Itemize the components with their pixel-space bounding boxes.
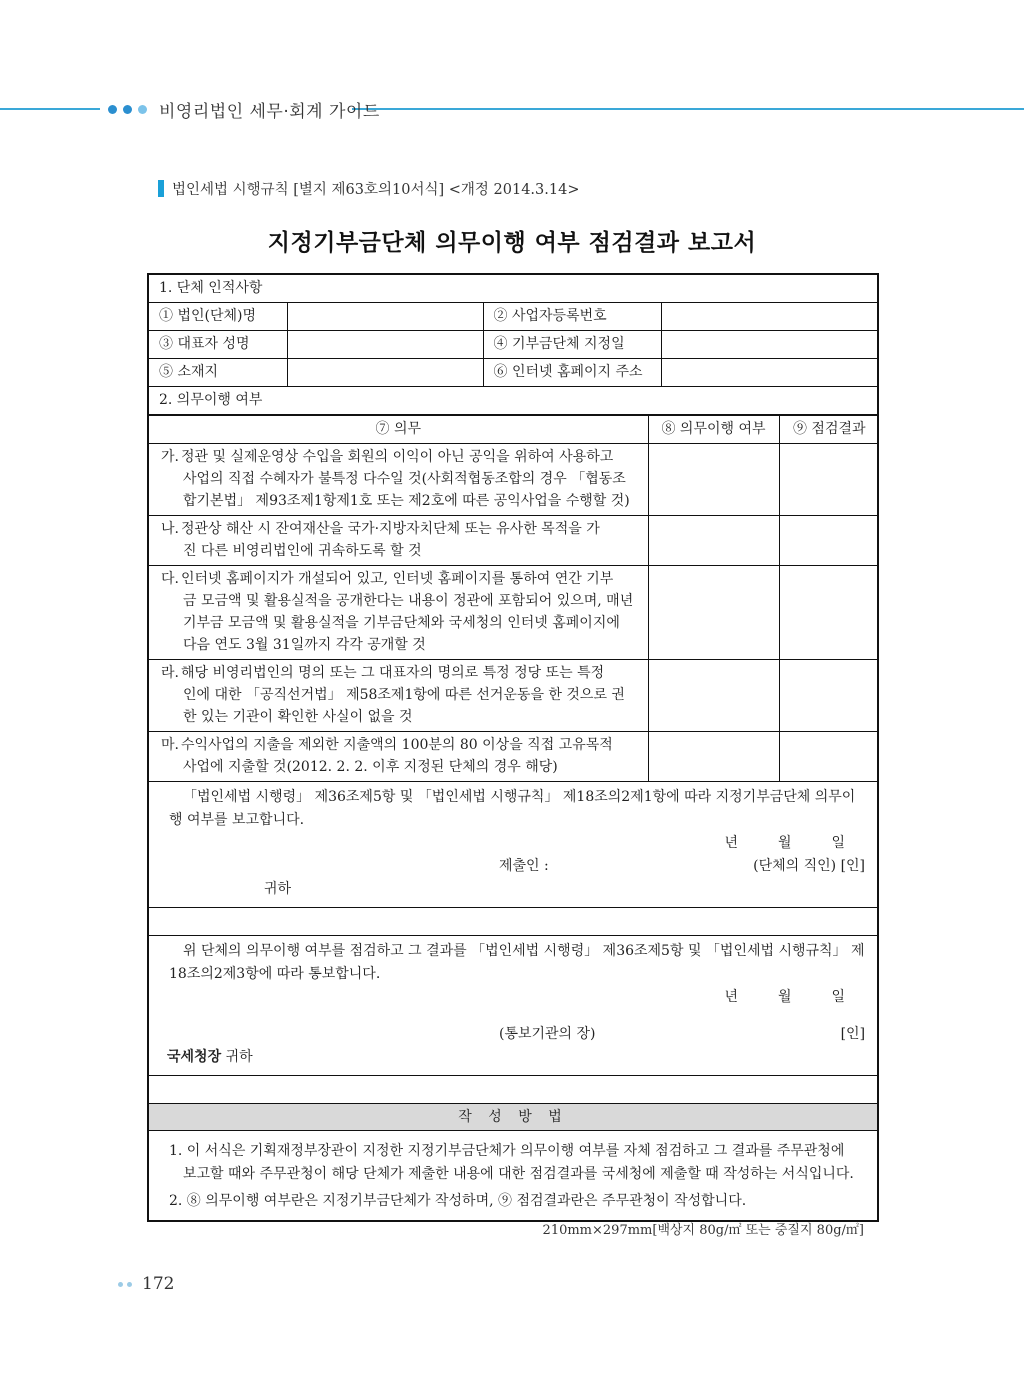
field-label: ① 법인(단체)명 xyxy=(148,302,287,330)
report-block xyxy=(148,782,878,908)
duty-item: 마. 수익사업의 지출을 제외한 지출액의 100분의 80 이상을 직접 고유목적 사업에 지출할 것(2012. 2. 2. 이후 지정된 단체의 경우 해당) xyxy=(149,731,648,781)
result-cell[interactable] xyxy=(779,565,879,659)
field-label: ② 사업자등록번호 xyxy=(483,302,661,330)
field-value-designation-date[interactable] xyxy=(661,330,878,358)
result-cell[interactable] xyxy=(779,515,879,565)
header-rule-right xyxy=(352,108,1024,110)
notice-seal: [인] xyxy=(840,1026,866,1042)
col-header-result: ⑨ 점검결과 xyxy=(779,415,879,443)
result-cell[interactable] xyxy=(779,731,879,781)
perform-cell[interactable] xyxy=(648,659,779,731)
running-header xyxy=(108,97,380,122)
section1-title: 1. 단체 인적사항 xyxy=(148,274,878,302)
duty-item: 가. 정관 및 실제운영상 수입을 회원의 이익이 아닌 공익을 위하여 사용하고 사업의 직접 수혜자가 불특정 다수일 것(사회적협동조합의 경우 「협동조합기본법」 제93조제1항제1호 또는 제2호에 따른 공익사업을 수행할 것) xyxy=(149,443,648,515)
report-statement: 「법인세법 시행령」 제36조제5항 및 「법인세법 시행규칙」 제18조의2제1항에 따라 지정기부금단체 의무이행 여부를 보고합니다. xyxy=(169,789,856,828)
small-dot-icon xyxy=(118,1282,123,1287)
field-value-biz-reg-no[interactable] xyxy=(661,302,878,330)
field-label: ⑤ 소재지 xyxy=(148,358,287,386)
notice-date: 년 월 일 xyxy=(724,989,846,1005)
notice-block xyxy=(148,936,878,1076)
bullet-dot-icon xyxy=(138,105,147,114)
instruction-item: 1. 이 서식은 기획재정부장관이 지정한 지정기부금단체가 의무이행 여부를 자체 점검하고 그 결과를 주무관청에 보고할 때와 주무관청이 해당 단체가 제출한 내용에 대한 점검결과를 국세청에 제출할 때 작성하는 서식입니다. xyxy=(169,1142,854,1182)
submitter-seal: (단체의 직인) [인] xyxy=(753,858,866,874)
perform-cell[interactable] xyxy=(648,515,779,565)
marker-bar-icon xyxy=(158,180,164,197)
header-title: 비영리법인 세무·회계 가이드 xyxy=(159,102,380,122)
field-value-homepage[interactable] xyxy=(661,358,878,386)
field-value-rep-name[interactable] xyxy=(287,330,483,358)
field-label: ⑥ 인터넷 홈페이지 주소 xyxy=(483,358,661,386)
header-rule-left xyxy=(0,108,100,110)
report-date: 년 월 일 xyxy=(724,835,846,851)
report-addressee: 귀하 xyxy=(264,881,292,897)
instructions-title: 작 성 방 법 xyxy=(148,1104,878,1131)
perform-cell[interactable] xyxy=(648,443,779,515)
field-label: ③ 대표자 성명 xyxy=(148,330,287,358)
section2-title: 2. 의무이행 여부 xyxy=(148,386,878,414)
result-cell[interactable] xyxy=(779,443,879,515)
instructions-block xyxy=(148,1131,878,1221)
page-number: 172 xyxy=(118,1274,174,1294)
duty-item: 다. 인터넷 홈페이지가 개설되어 있고, 인터넷 홈페이지를 통하여 연간 기부 금 모금액 및 활용실적을 공개한다는 내용이 정관에 포함되어 있으며, 매년 기부금 모금액 및 활용실적을 기부금단체와 국세청의 인터넷 홈페이지에 다음 연도 3월 31일까지 각각 공개할 것 xyxy=(149,565,648,659)
duty-table xyxy=(149,415,879,782)
perform-cell[interactable] xyxy=(648,731,779,781)
form-reference xyxy=(158,178,579,199)
field-label: ④ 기부금단체 지정일 xyxy=(483,330,661,358)
duty-item: 라. 해당 비영리법인의 명의 또는 그 대표자의 명의로 특정 정당 또는 특정 인에 대한 「공직선거법」 제58조제1항에 따른 선거운동을 한 것으로 권한 있는 기관이 확인한 사실이 없을 것 xyxy=(149,659,648,731)
col-header-duty: ⑦ 의무 xyxy=(149,415,648,443)
result-cell[interactable] xyxy=(779,659,879,731)
paper-spec: 210mm×297mm[백상지 80g/㎡ 또는 중질지 80g/㎡] xyxy=(542,1223,864,1238)
small-dot-icon xyxy=(127,1282,132,1287)
blank-row xyxy=(148,1076,878,1104)
notice-statement: 위 단체의 의무이행 여부를 점검하고 그 결과를 「법인세법 시행령」 제36조제5항 및 「법인세법 시행규칙」 제18조의2제3항에 따라 통보합니다. xyxy=(169,943,865,982)
bullet-dot-icon xyxy=(108,105,117,114)
form-reference-text: 법인세법 시행규칙 [별지 제63호의10서식] <개정 2014.3.14> xyxy=(172,182,580,198)
field-value-address[interactable] xyxy=(287,358,483,386)
notice-agency: (통보기관의 장) xyxy=(499,1026,596,1042)
duty-item: 나. 정관상 해산 시 잔여재산을 국가·지방자치단체 또는 유사한 목적을 가 진 다른 비영리법인에 귀속하도록 할 것 xyxy=(149,515,648,565)
submitter-label: 제출인 : xyxy=(499,858,549,874)
report-submitter-row xyxy=(169,855,865,878)
report-form xyxy=(147,273,879,1222)
perform-cell[interactable] xyxy=(648,565,779,659)
notice-addressee: 국세청장 귀하 xyxy=(167,1049,253,1065)
blank-row xyxy=(148,908,878,936)
instruction-item: 2. ⑧ 의무이행 여부란은 지정기부금단체가 작성하며, ⑨ 점검결과란은 주무관청이 작성합니다. xyxy=(169,1192,747,1209)
document-title: 지정기부금단체 의무이행 여부 점검결과 보고서 xyxy=(267,230,757,256)
col-header-perform: ⑧ 의무이행 여부 xyxy=(648,415,779,443)
bullet-dot-icon xyxy=(123,105,132,114)
field-value-corp-name[interactable] xyxy=(287,302,483,330)
notice-agency-row xyxy=(169,1023,865,1046)
